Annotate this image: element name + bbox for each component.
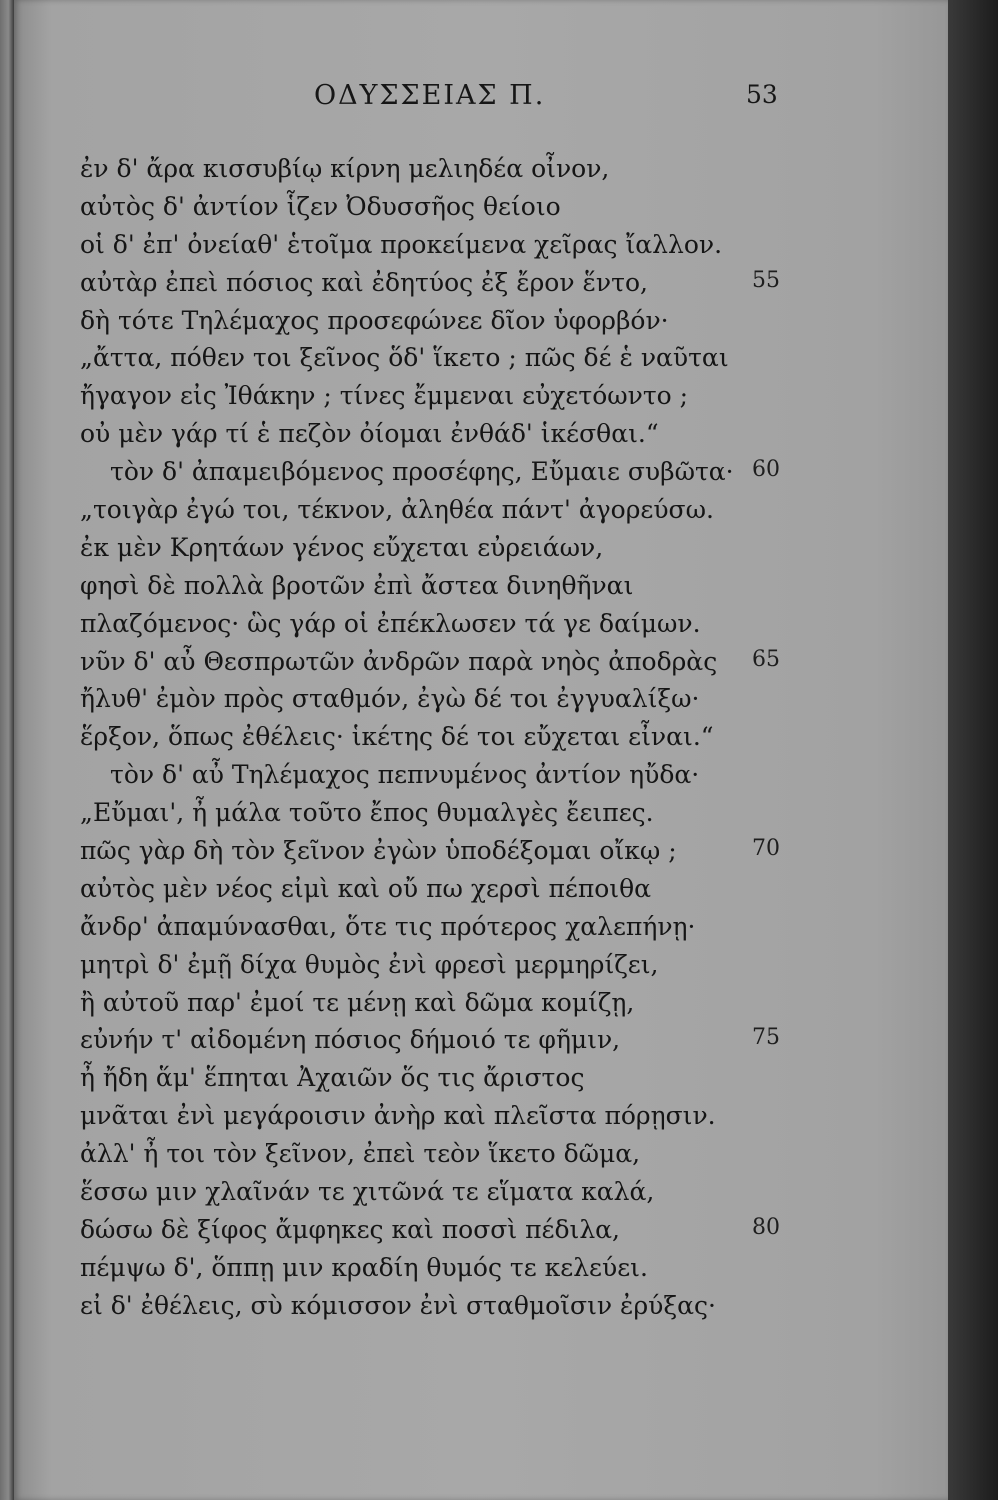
verse-line <box>14 304 948 342</box>
verse-text: ἢ αὐτοῦ παρ' ἐμοί τε μένῃ καὶ δῶμα κομίζῃ, <box>80 987 635 1017</box>
scan-shadow <box>948 0 998 1500</box>
verse-text: ἤγαγον εἰς Ἰθάκην ; τίνες ἔμμεναι εὐχετόωντο ; <box>80 381 689 411</box>
verse-line <box>14 986 948 1024</box>
verse-text: ἀλλ' ἦ τοι τὸν ξεῖνον, ἐπεὶ τεὸν ἵκετο δῶμα, <box>80 1139 641 1169</box>
page-number: 53 <box>746 80 778 109</box>
verse-line <box>14 531 948 569</box>
verse-text: τὸν δ' αὖ Τηλέμαχος πεπνυμένος ἀντίον ηὔδα· <box>110 760 700 790</box>
verse-line <box>14 1251 948 1289</box>
verse-line <box>14 645 948 683</box>
verse-text: οἱ δ' ἐπ' ὀνείαθ' ἑτοῖμα προκείμενα χεῖρας ἴαλλον. <box>80 229 723 259</box>
verse-text: εὐνήν τ' αἰδομένη πόσιος δήμοιό τε φῆμιν, <box>80 1025 621 1055</box>
verse-text: οὐ μὲν γάρ τί ἑ πεζὸν ὀίομαι ἐνθάδ' ἱκέσθαι.“ <box>80 419 659 449</box>
verse-text: ἐν δ' ἄρα κισσυβίῳ κίρνη μελιηδέα οἶνον, <box>80 154 610 183</box>
verse-text: δώσω δὲ ξίφος ἄμφηκες καὶ ποσσὶ πέδιλα, <box>80 1214 620 1244</box>
verse-line <box>14 834 948 872</box>
line-number: 75 <box>752 1025 780 1051</box>
verse-line <box>14 417 948 455</box>
facing-page-edge <box>0 0 14 1500</box>
verse-line <box>14 190 948 228</box>
verse-line <box>14 1061 948 1099</box>
verse-text: εἰ δ' ἐθέλεις, σὺ κόμισσον ἐνὶ σταθμοῖσιν ἐρύξας· <box>80 1290 716 1320</box>
verse-line <box>14 228 948 266</box>
verse-line <box>14 948 948 986</box>
verse-text: φησὶ δὲ πολλὰ βροτῶν ἐπὶ ἄστεα δινηθῆναι <box>80 570 634 600</box>
verse-line <box>14 493 948 531</box>
verse-text: ἐκ μὲν Κρητάων γένος εὔχεται εὐρειάων, <box>80 532 604 562</box>
verse-text: ἕρξον, ὅπως ἐθέλεις· ἱκέτης δέ τοι εὔχεται εἶναι.“ <box>80 722 714 752</box>
verse-text: τὸν δ' ἀπαμειβόμενος προσέφης, Εὔμαιε συβῶτα· <box>110 457 734 487</box>
verse-text: ἕσσω μιν χλαῖνάν τε χιτῶνά τε εἵματα καλά, <box>80 1177 655 1207</box>
verse-line <box>14 796 948 834</box>
verse-line <box>14 682 948 720</box>
verse-text: „τοιγὰρ ἐγώ τοι, τέκνον, ἀληθέα πάντ' ἀγορεύσω. <box>80 495 714 525</box>
verse-text: αὐτὰρ ἐπεὶ πόσιος καὶ ἐδητύος ἐξ ἔρον ἕντο, <box>80 267 648 297</box>
verse-line <box>14 1289 948 1327</box>
verse-line <box>14 1023 948 1061</box>
verse-text: „Εὔμαι', ἦ μάλα τοῦτο ἔπος θυμαλγὲς ἔειπες. <box>80 798 654 828</box>
verse-line <box>14 266 948 304</box>
verse-text: ἤλυθ' ἐμὸν πρὸς σταθμόν, ἐγὼ δέ τοι ἐγγυαλίξω· <box>80 684 700 714</box>
verse-text: δὴ τότε Τηλέμαχος προσεφώνεε δῖον ὑφορβόν· <box>80 305 669 335</box>
verse-text: πέμψω δ', ὅππῃ μιν κραδίη θυμός τε κελεύει. <box>80 1252 648 1282</box>
page-header <box>14 80 948 120</box>
line-number: 80 <box>752 1214 780 1240</box>
verse-text: αὐτὸς μὲν νέος εἰμὶ καὶ οὔ πω χερσὶ πέποιθα <box>80 873 652 903</box>
line-number: 65 <box>752 646 780 672</box>
verse-line <box>14 607 948 645</box>
verse-text: ἄνδρ' ἀπαμύνασθαι, ὅτε τις πρότερος χαλεπήνῃ· <box>80 911 696 941</box>
line-number: 55 <box>752 267 780 293</box>
verse-line <box>14 455 948 493</box>
verse-line <box>14 152 948 190</box>
verse-line <box>14 1099 948 1137</box>
verse-line <box>14 910 948 948</box>
verse-text: πῶς γὰρ δὴ τὸν ξεῖνον ἐγὼν ὑποδέξομαι οἴκῳ ; <box>80 836 677 866</box>
verse-line <box>14 872 948 910</box>
verse-text: μνᾶται ἐνὶ μεγάροισιν ἀνὴρ καὶ πλεῖστα πόρῃσιν. <box>80 1101 716 1131</box>
verse-line <box>14 758 948 796</box>
line-number: 60 <box>752 457 780 483</box>
verse-text: αὐτὸς δ' ἀντίον ἷζεν Ὀδυσσῆος θείοιο <box>80 191 561 221</box>
verse-block <box>14 152 948 1327</box>
verse-line <box>14 341 948 379</box>
verse-text: πλαζόμενος· ὣς γάρ οἱ ἐπέκλωσεν τά γε δαίμων. <box>80 608 701 638</box>
verse-text: ἦ ἤδη ἅμ' ἕπηται Ἀχαιῶν ὅς τις ἄριστος <box>80 1063 585 1093</box>
verse-line <box>14 569 948 607</box>
verse-text: „ἄττα, πόθεν τοι ξεῖνος ὅδ' ἵκετο ; πῶς δέ ἑ ναῦται <box>80 343 729 373</box>
verse-line <box>14 1137 948 1175</box>
verse-line <box>14 720 948 758</box>
line-number: 70 <box>752 836 780 862</box>
verse-line <box>14 1213 948 1251</box>
book-page <box>14 0 948 1500</box>
verse-text: μητρὶ δ' ἐμῇ δίχα θυμὸς ἐνὶ φρεσὶ μερμηρίζει, <box>80 949 659 979</box>
verse-line <box>14 379 948 417</box>
verse-line <box>14 1175 948 1213</box>
running-head: ΟΔΥΣΣΕΙΑΣ Π. <box>314 80 546 111</box>
verse-text: νῦν δ' αὖ Θεσπρωτῶν ἀνδρῶν παρὰ νηὸς ἀποδρὰς <box>80 646 718 676</box>
